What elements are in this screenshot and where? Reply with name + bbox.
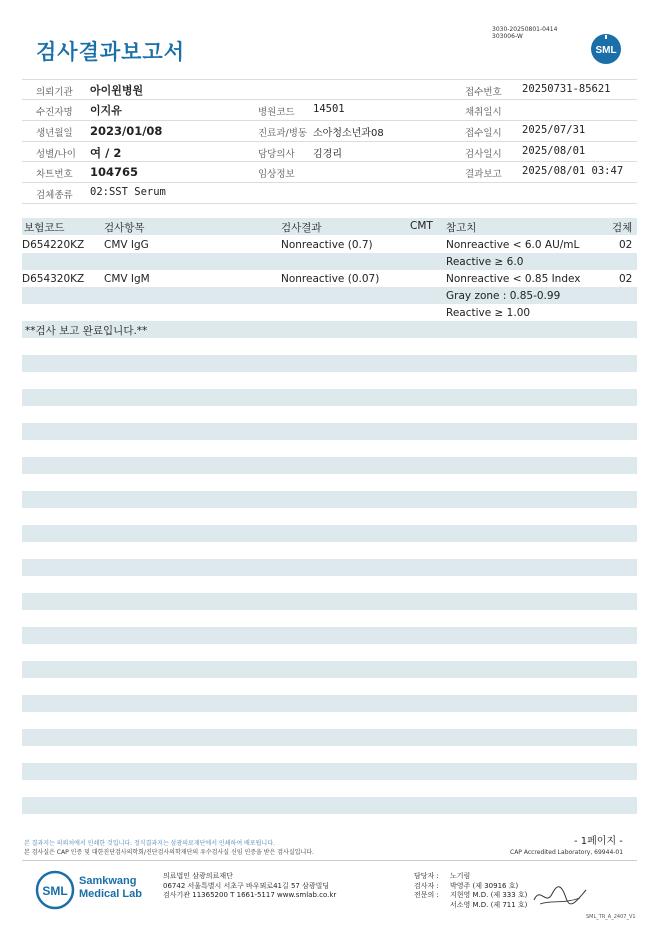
patient-name-value: 이지유	[90, 104, 122, 117]
sex-age-label: 성별/나이	[36, 149, 76, 160]
cap-accreditation: CAP Accredited Laboratory, 69944-01	[510, 849, 624, 856]
dept-label: 진료과/병동	[258, 128, 308, 139]
test-date-label: 검사일시	[465, 149, 502, 160]
chart-no-value: 104765	[90, 165, 139, 179]
divider	[22, 79, 637, 80]
report-date-value: 2025/08/01 03:47	[522, 165, 624, 177]
row-code: D654320KZ	[22, 273, 85, 285]
table-stripe-row	[22, 491, 637, 508]
col-specimen-header: 검체	[612, 222, 633, 234]
col-code-header: 보험코드	[24, 222, 65, 234]
report-complete-note: **검사 보고 완료입니다.**	[25, 325, 148, 337]
examiner-value: 박영주 (제 30916 호)	[450, 881, 519, 890]
doctor-label: 담당의사	[258, 149, 295, 160]
row-ref: Nonreactive < 0.85 Index	[446, 273, 581, 285]
table-stripe-row	[22, 525, 637, 542]
col-cmt-header: CMT	[410, 220, 433, 232]
report-code-1: 3030-20250801-0414	[492, 26, 558, 33]
row-ref: Gray zone : 0.85-0.99	[446, 290, 561, 302]
table-stripe-row	[22, 763, 637, 780]
svg-text:SML: SML	[595, 45, 617, 56]
hospital-code-label: 병원코드	[258, 107, 295, 118]
receipt-date-value: 2025/07/31	[522, 124, 586, 136]
chart-no-label: 차트번호	[36, 169, 73, 180]
table-stripe-row	[22, 389, 637, 406]
table-stripe-row	[22, 729, 637, 746]
clinical-label: 임상정보	[258, 169, 295, 180]
table-stripe-row	[22, 559, 637, 576]
row-item: CMV IgG	[104, 239, 149, 251]
signature-icon	[530, 880, 590, 910]
row-ref: Reactive ≥ 1.00	[446, 307, 531, 319]
divider	[22, 161, 637, 162]
table-stripe-row	[22, 695, 637, 712]
specialist-2-value: 서소영 M.D. (제 711 호)	[450, 900, 528, 909]
page-number: - 1페이지 -	[574, 836, 623, 847]
row-specimen: 02	[619, 239, 633, 251]
dob-label: 생년월일	[36, 128, 73, 139]
row-item: CMV IgM	[104, 273, 150, 285]
table-stripe-row	[22, 253, 637, 270]
table-stripe-row	[22, 627, 637, 644]
footer-staff-values	[450, 872, 527, 910]
logo-name-1: Samkwang	[79, 875, 137, 887]
table-stripe-row	[22, 797, 637, 814]
manager-label: 담당자 :	[414, 872, 439, 880]
footer-notice-2: 본 검사실은 CAP 인증 및 대한진단검사의학회/진단검사의학재단의 우수검사실 신임 인증을 받은 검사실입니다.	[24, 849, 314, 856]
specimen-value: 02:SST Serum	[90, 186, 166, 198]
row-result: Nonreactive (0.7)	[281, 239, 373, 251]
table-stripe-row	[22, 423, 637, 440]
col-item-header: 검사항목	[104, 222, 145, 234]
receipt-date-label: 접수일시	[465, 128, 502, 139]
receipt-no-label: 접수번호	[465, 87, 502, 98]
report-date-label: 결과보고	[465, 169, 502, 180]
manager-value: 노기림	[450, 872, 471, 880]
footer-contact: 검사기관 11365200 T 1661-5117 www.smlab.co.kr	[163, 891, 337, 899]
patient-name-label: 수진자명	[36, 107, 73, 118]
report-title: 검사결과보고서	[36, 40, 186, 64]
report-code-2: 303006-W	[492, 33, 523, 40]
divider	[22, 141, 637, 142]
institution-value: 아이윈병원	[90, 84, 144, 97]
logo-name-2: Medical Lab	[79, 888, 142, 900]
samkwang-logo-icon	[35, 870, 75, 910]
hospital-code-value: 14501	[313, 103, 345, 115]
footer-org: 의료법인 삼광의료재단	[163, 872, 233, 880]
table-stripe-row	[22, 457, 637, 474]
dob-value: 2023/01/08	[90, 124, 163, 138]
doctor-value: 김경리	[313, 149, 342, 160]
dept-value: 소아청소년과08	[313, 128, 384, 139]
table-stripe-row	[22, 661, 637, 678]
row-result: Nonreactive (0.07)	[281, 273, 380, 285]
col-ref-header: 참고치	[446, 222, 477, 234]
svg-text:SML: SML	[42, 884, 68, 898]
row-ref: Nonreactive < 6.0 AU/mL	[446, 239, 580, 251]
footer-org-block	[163, 872, 336, 901]
divider	[22, 120, 637, 121]
sex-age-value: 여 / 2	[90, 146, 122, 160]
institution-label: 의뢰기관	[36, 87, 73, 98]
collection-date-label: 채취일시	[465, 107, 502, 118]
footer-staff-labels	[414, 872, 439, 901]
table-stripe-row	[22, 593, 637, 610]
footer-notice-1: 본 결과지는 의뢰처에서 인쇄한 것입니다. 정식결과지는 삼광의료재단에서 인쇄하여 배포됩니다.	[24, 840, 275, 847]
divider	[22, 99, 637, 100]
divider	[22, 203, 637, 204]
table-stripe-row	[22, 355, 637, 372]
sml-logo-icon	[590, 33, 622, 65]
row-specimen: 02	[619, 273, 633, 285]
report-codes	[492, 26, 557, 40]
form-code: SML_TR_A_2407_V1	[586, 914, 636, 920]
samkwang-logo-text	[79, 875, 142, 901]
specialist-1-value: 지현영 M.D. (제 333 호)	[450, 891, 528, 899]
footer-address: 06742 서울특별시 서초구 바우뫼로41길 57 삼광빌딩	[163, 881, 330, 890]
footer-divider	[22, 860, 637, 861]
row-code: D654220KZ	[22, 239, 85, 251]
divider	[22, 182, 637, 183]
receipt-no-value: 20250731-85621	[522, 83, 611, 95]
specimen-label: 검체종류	[36, 190, 73, 201]
row-ref: Reactive ≥ 6.0	[446, 256, 524, 268]
test-date-value: 2025/08/01	[522, 145, 586, 157]
examiner-label: 검사자 :	[414, 881, 439, 890]
specialist-label: 전문의 :	[414, 891, 439, 899]
col-result-header: 검사결과	[281, 222, 322, 234]
